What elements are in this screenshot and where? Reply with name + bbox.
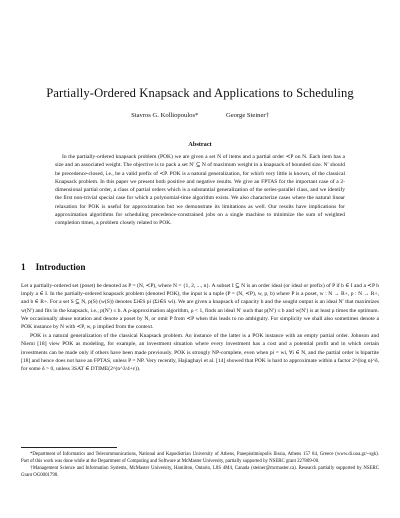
introduction-body [21,282,379,373]
section-number: 1 [21,262,26,272]
body-paragraph: POK is a natural generalization of the classical Knapsack problem. An instance of the latter is a POK instance with an empty partial order. Johnson and Niemi [18] view POK as modeling, for example, an investment situation where every investment has a cost and a potential profit and in which certain investments can be made only if others have been made previously. POK is strongly NP-complete, even when pi = wi, ∀i ∈ N, and the partial order is bipartite [18] and hence does not have an FPTAS, unless P = NP. Very recently, Hajiaghayi et al. [14] showed that POK is hard to approximate within a factor 2^(log n)^δ, for some δ > 0, unless 3SAT ∈ DTIME(2^(n^3/4+ε)). [21,333,379,373]
author-name: George Steiner† [225,112,269,119]
footnotes [21,451,379,479]
section-title: Introduction [35,262,86,272]
body-paragraph: Let a partially-ordered set (poset) be denoted as P = (N, ≺P), where N = {1, 2, ..., n}. A subset I ⊆ N is an order ideal (or ideal or prefix) of P if b ∈ I and a ≺P b imply a ∈ I. In the partially-ordered knapsack problem (denoted POK), the input is a tuple (P = (N, ≺P), w, p, b) where P is a poset, w : N → R+, p : N → R+, and b ∈ R+. For a set S ⊆ N, p(S) (w(S)) denotes Σi∈S pi (Σi∈S wi). We are given a knapsack of capacity b and the sought output is an ideal N′ that maximizes w(N′) and fits in the knapsack, i.e., p(N′) ≤ b. A ρ-approximation algorithm, ρ < 1, finds an ideal N′ such that p(N′) ≤ b and w(N′) is at least ρ times the optimum. We occasionally abuse notation and denote a poset by N, or omit P from ≺P when this leads to no ambiguity. For simplicity we shall also sometimes denote a POK instance by N with ≺P, w, p implied from the context. [21,283,379,331]
abstract-text [55,153,345,227]
footnote: *Department of Informatics and Telecommunications, National and Kapodistrian University of Athens, Panepistimiopolis Ilissia, Athens 157 84, Greece (www.di.uoa.gr/~sgk). Part of this work was done while at the Department of Computing and Software at McMaster University, partially supported by NSERC grant 227809-00. [21,452,379,464]
footnote-rule [21,447,117,448]
author-list [0,112,400,119]
section-heading [21,262,85,272]
abstract-heading: Abstract [188,141,212,148]
footnote: †Management Science and Information Systems, McMaster University, Hamilton, Ontario, L8S 4M4, Canada (steiner@mcmaster.ca). Research partially supported by NSERC Grant OG0001798. [21,466,379,478]
abstract-paragraph: In the partially-ordered knapsack problem (POK) we are given a set N of items and a partial order ≺P on N. Each item has a size and an associated weight. The objective is to pack a set N′ ⊆ N of maximum weight in a knapsack of bounded size. N′ should be precedence-closed, i.e., be a valid prefix of ≺P. POK is a natural generalization, for which very little is known, of the classical Knapsack problem. In this paper we present both positive and negative results. We give an FPTAS for the important case of a 2-dimensional partial order, a class of partial orders which is a substantial generalization of the series-parallel class, and we identify the first non-trivial special case for which a polynomial-time algorithm exists. We also characterize cases where the natural linear relaxation for POK is useful for approximation but we demonstrate its limitations as well. Our results have implications for approximation algorithms for scheduling precedence-constrained jobs on a single machine to minimize the sum of weighted completion times, a problem closely related to POK. [55,154,345,226]
author-name: Stavros G. Kolliopoulos* [131,112,199,119]
paper-title: Partially-Ordered Knapsack and Applications to Scheduling [46,86,354,100]
